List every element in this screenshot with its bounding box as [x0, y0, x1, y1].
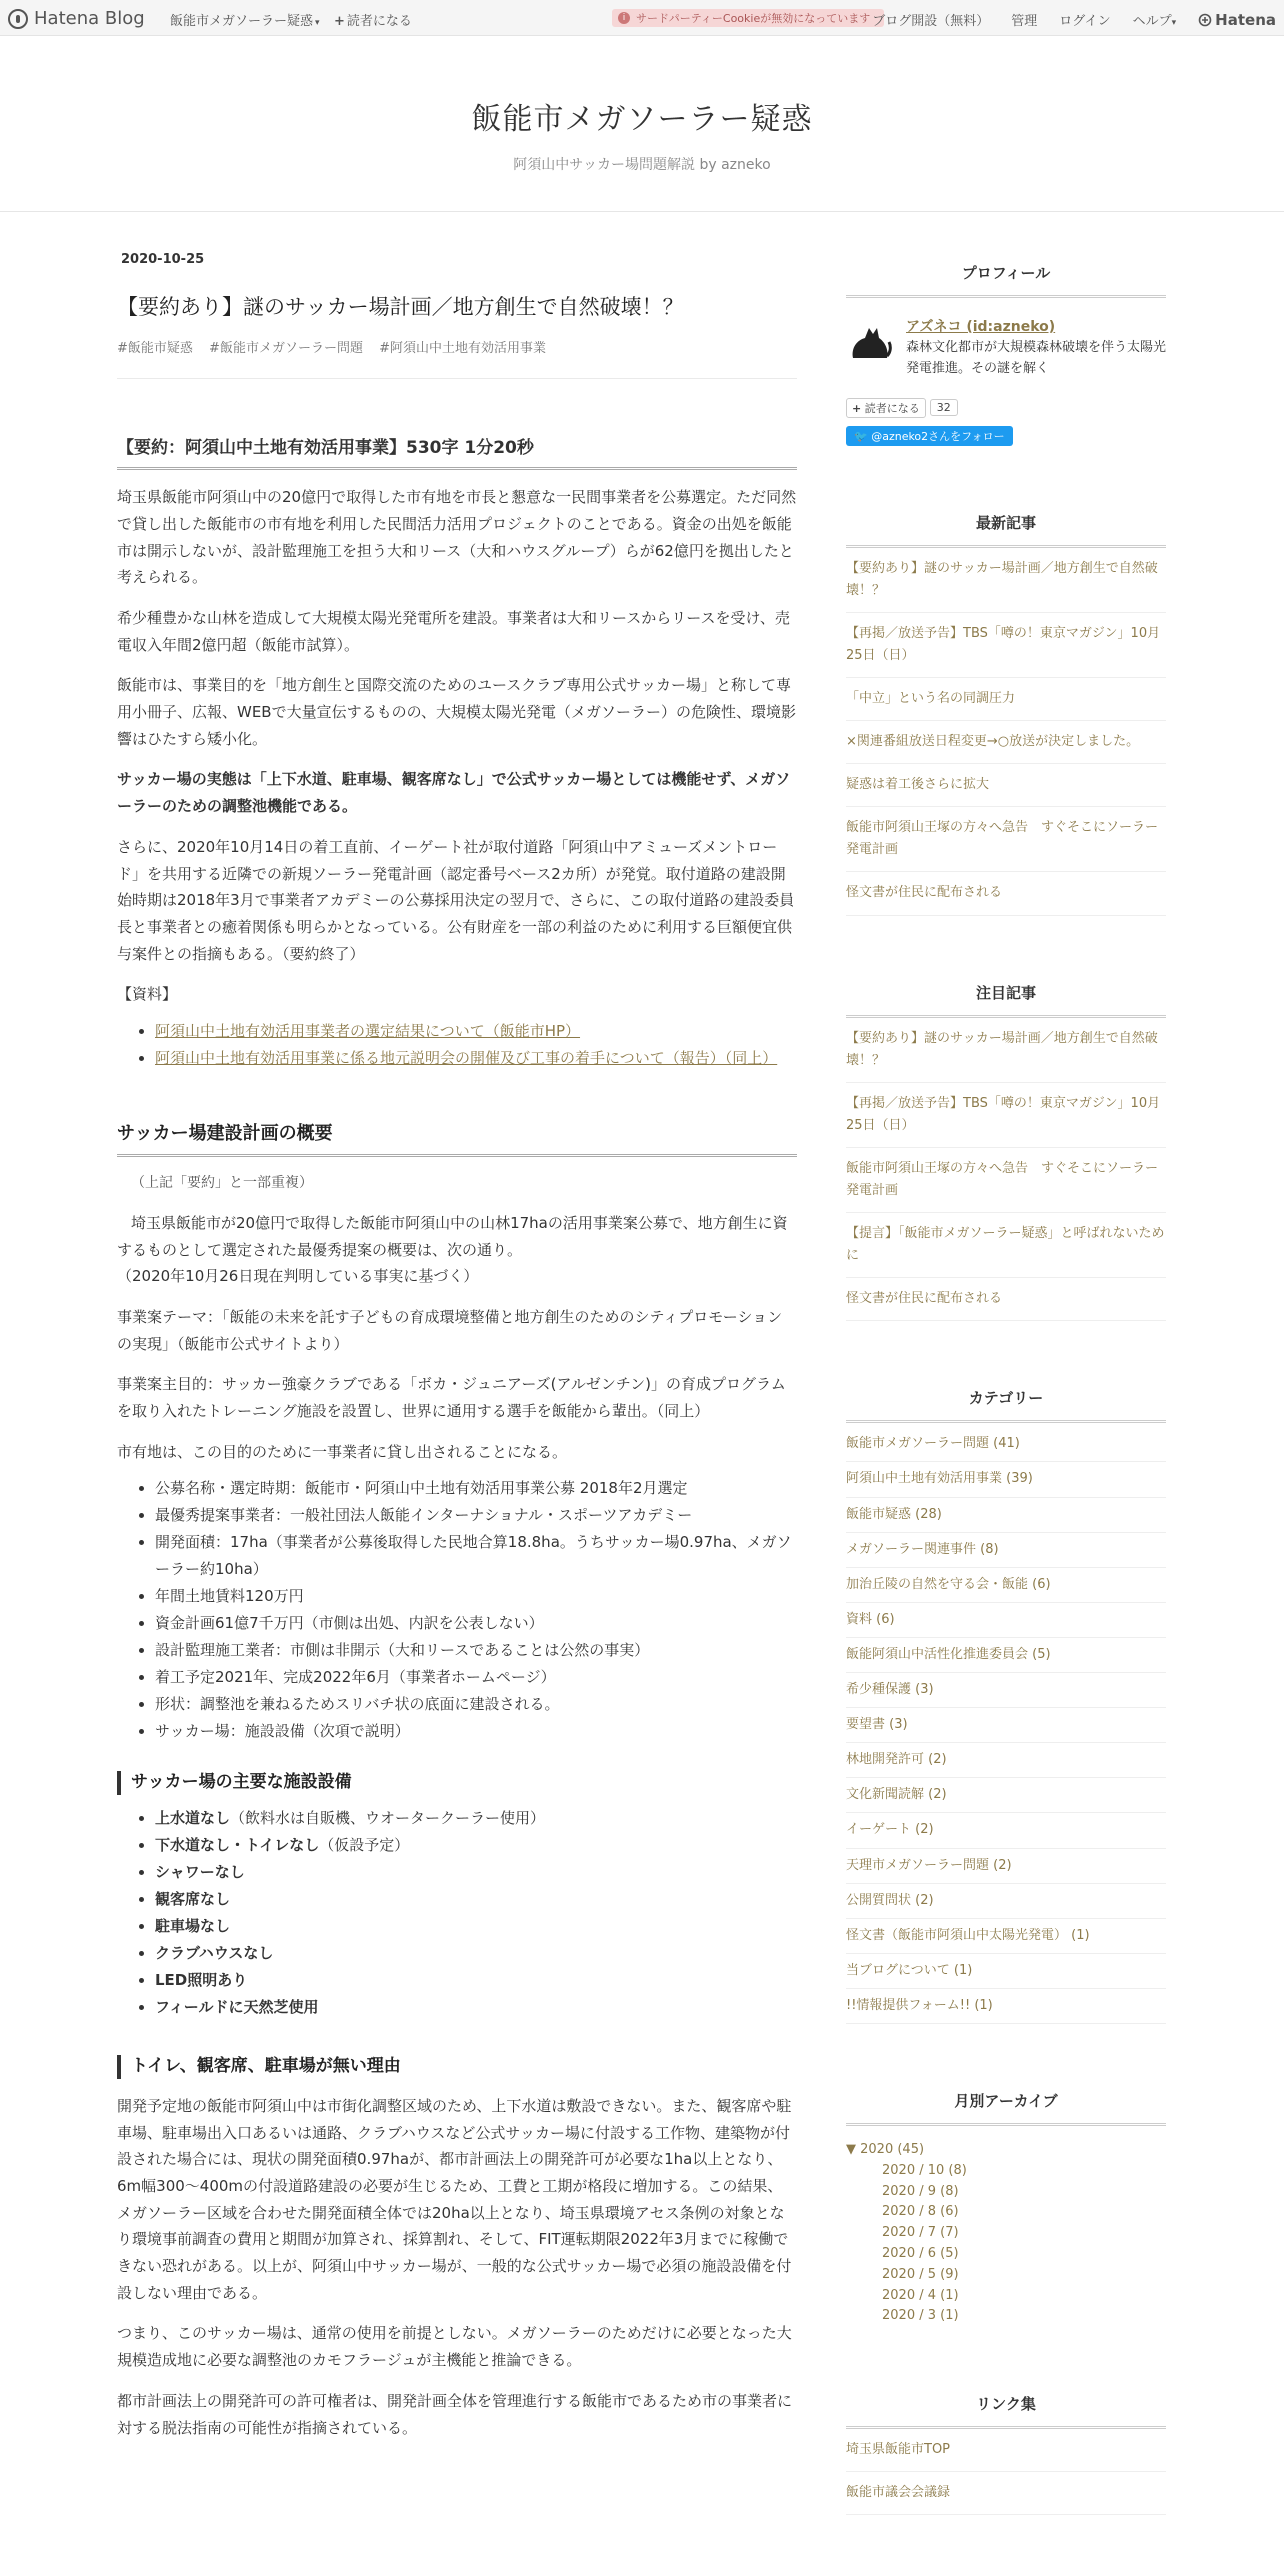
recent-entry-link[interactable]: ×関連番組放送日程変更→○放送が決定しました。	[846, 721, 1166, 764]
nav-admin[interactable]: 管理	[1011, 14, 1038, 29]
section-heading: トイレ、観客席、駐車場が無い理由	[117, 2055, 797, 2079]
list-item: • 公募名称・選定時期：飯能市・阿須山中土地有効活用事業公募 2018年2月選定	[155, 1475, 797, 1502]
list-item: • LED照明あり	[155, 1967, 797, 1994]
list-item: • 観客席なし	[155, 1886, 797, 1913]
list-item: • クラブハウスなし	[155, 1940, 797, 1967]
list-item	[155, 1045, 797, 1072]
paragraph: さらに、2020年10月14日の着工直前、イーゲート社が取付道路「阿須山中アミューズメントロード」を共用する近隣での新規ソーラー発電計画（認定番号ベース2カ所）が発覚。取付道路の建設開始時期は2018年3月で事業者アカデミーの公募採用決定の翌月で、さらに、この取付道路の建設委員長と事業者との癒着関係も明らかとなっている。公有財産を一部の利益のために利用する巨額便宜供与案件との指摘もある。（要約終了）	[117, 837, 795, 963]
materials-list	[117, 1018, 797, 1072]
nav-start-blog[interactable]: ブログ開設（無料）	[872, 14, 990, 29]
tag-link[interactable]: #飯能市疑惑	[117, 341, 193, 356]
list-item: • 下水道なし・トイレなし（仮設予定）	[155, 1832, 797, 1859]
blog-menu-dropdown[interactable]: 飯能市メガソーラー疑惑 ▾	[170, 14, 320, 29]
featured-entry-link[interactable]: 【提言】「飯能市メガソーラー疑惑」と呼ばれないために	[846, 1213, 1166, 1278]
recent-entries-module	[846, 512, 1166, 916]
paragraph-bold: サッカー場の実態は「上下水道、駐車場、観客席なし」で公式サッカー場としては機能せず、メガソーラーのための調整池機能である。	[117, 770, 791, 816]
featured-entry-link[interactable]: 飯能市阿須山王塚の方々へ急告 すぐそこにソーラー発電計画	[846, 1148, 1166, 1213]
featured-entry-link[interactable]: 怪文書が住民に配布される	[846, 1278, 1166, 1321]
recent-entry-link[interactable]: 怪文書が住民に配布される	[846, 872, 1166, 915]
external-link[interactable]: 飯能市議会会議録	[846, 2472, 1166, 2515]
featured-entries-list	[846, 1018, 1166, 1322]
caret-down-icon: ▾	[1171, 18, 1177, 28]
cat-icon	[847, 320, 893, 360]
paragraph: 市有地は、この目的のために一事業者に貸し出されることになる。	[117, 1442, 568, 1461]
categories-list	[846, 1427, 1166, 2024]
archive-year-toggle[interactable]: ▼ 2020 (45)	[846, 2141, 925, 2157]
caret-down-icon: ▾	[315, 18, 320, 28]
paragraph: 事業案主目的：サッカー強豪クラブである「ボカ・ジュニアーズ(アルゼンチン)」の育成プログラムを取り入れたトレーニング施設を設置し、世界に通用する選手を飯能から輩出。（同上）	[117, 1375, 786, 1420]
twitter-follow-button[interactable]: 🐦 @azneko2さんをフォロー	[846, 426, 1013, 446]
profile-card	[846, 316, 1166, 380]
list-item: • フィールドに天然芝使用	[155, 1994, 797, 2021]
category-link[interactable]: 当ブログについて (1)	[846, 1954, 1166, 1989]
global-header	[0, 0, 1284, 36]
category-link[interactable]: 飯能市メガソーラー問題 (41)	[846, 1427, 1166, 1462]
archive-year	[846, 2140, 1166, 2327]
summary-heading: 【要約：阿須山中土地有効活用事業】530字 1分20秒	[117, 433, 797, 470]
section-heading: サッカー場の主要な施設設備	[117, 1771, 797, 1795]
category-link[interactable]: 加治丘陵の自然を守る会・飯能 (6)	[846, 1568, 1166, 1603]
subscribe-button[interactable]: + 読者になる	[846, 398, 926, 418]
category-link[interactable]: 希少種保護 (3)	[846, 1673, 1166, 1708]
paragraph: 開発予定地の飯能市阿須山中は市街化調整区域のため、上下水道は敷設できない。また、観客席や駐車場、駐車場出入口あるいは通路、クラブハウスなど公式サッカー場に付設する工作物、建築物が付設された場合には、現状の開発面積0.97haが、都市計画法上の開発許可が必要な1ha以上となり、6m幅300～400mの付設道路建設の必要が生じるため、工費と工期が格段に増加する。この結果、メガソーラー区域を合わせた開発面積全体では20ha以上となり、埼玉県環境アセス条例の対象となり環境事前調査の費用と期間が加算され、採算割れ、そして、FIT運転期限2022年3月までに稼働できない恐れがある。以上が、阿須山中サッカー場が、一般的な公式サッカー場で必須の施設設備を付設しない理由である。	[117, 2096, 792, 2302]
material-link[interactable]: 阿須山中土地有効活用事業に係る地元説明会の開催及び工事の着手について（報告）（同上）	[155, 1048, 778, 1067]
paragraph: 埼玉県飯能市阿須山中の20億円で取得した市有地を市長と懇意な一民間事業者を公募選定。ただ同然で貸し出した飯能市の市有地を利用した民間活力活用プロジェクトのことである。資金の出処を飯能市は開示しないが、設計監理施工を担う大和リース（大和ハウスグループ）らが62億円を拠出したと考えられる。	[117, 488, 797, 587]
list-item	[155, 1018, 797, 1045]
archive-month-link[interactable]: 2020 / 6 (5)	[882, 2245, 959, 2261]
archive-month-link[interactable]: 2020 / 9 (8)	[882, 2183, 959, 2199]
category-link[interactable]: 要望書 (3)	[846, 1708, 1166, 1743]
recent-entry-link[interactable]: 「中立」という名の同調圧力	[846, 678, 1166, 721]
category-link[interactable]: 飯能阿須山中活性化推進委員会 (5)	[846, 1638, 1166, 1673]
profile-module	[846, 262, 1166, 446]
category-link[interactable]: 飯能市疑惑 (28)	[846, 1498, 1166, 1533]
module-title: 月別アーカイブ	[846, 2090, 1166, 2126]
plus-icon: +	[334, 14, 345, 29]
category-link[interactable]: !!情報提供フォーム!! (1)	[846, 1989, 1166, 2024]
twitter-bird-icon: 🐦	[854, 429, 868, 443]
list-item: • 最優秀提案事業者：一般社団法人飯能インターナショナル・スポーツアカデミー	[155, 1502, 797, 1529]
list-item: • 形状：調整池を兼ねるためスリバチ状の底面に建設される。	[155, 1691, 797, 1718]
module-title: カテゴリー	[846, 1387, 1166, 1423]
paragraph: 埼玉県飯能市が20億円で取得した飯能市阿須山中の山林17haの活用事業案公募で、地方創生に資するものとして選定された最優秀提案の概要は、次の通り。 （2020年10月26日現在判明している事実に基づく）	[117, 1213, 788, 1286]
category-link[interactable]: 怪文書（飯能市阿須山中太陽光発電） (1)	[846, 1919, 1166, 1954]
avatar[interactable]	[846, 316, 894, 364]
category-link[interactable]: 資料 (6)	[846, 1603, 1166, 1638]
blog-title[interactable]: 飯能市メガソーラー疑惑	[471, 102, 813, 137]
category-link[interactable]: 文化新聞読解 (2)	[846, 1778, 1166, 1813]
archive-month-link[interactable]: 2020 / 10 (8)	[882, 2162, 967, 2178]
list-item: • 資金計画61億7千万円（市側は出処、内訳を公表しない）	[155, 1610, 797, 1637]
tag-link[interactable]: #飯能市メガソーラー問題	[209, 341, 363, 356]
overview-list	[117, 1475, 797, 1745]
section-heading: サッカー場建設計画の概要	[117, 1118, 797, 1157]
category-link[interactable]: イーゲート (2)	[846, 1813, 1166, 1848]
entry-content	[117, 433, 797, 2441]
archive-module	[846, 2090, 1166, 2327]
paragraph: 都市計画法上の開発許可の許可権者は、開発計画全体を管理進行する飯能市であるため市の事業者に対する脱法指南の可能性が指摘されている。	[117, 2391, 793, 2437]
module-title: リンク集	[846, 2393, 1166, 2429]
entry-date[interactable]: 2020-10-25	[121, 252, 205, 267]
module-title: 注目記事	[846, 982, 1166, 1018]
nav-help[interactable]: ヘルプ▾	[1132, 14, 1177, 29]
archive-month-link[interactable]: 2020 / 5 (9)	[882, 2266, 959, 2282]
recent-entry-link[interactable]: 飯能市阿須山王塚の方々へ急告 すぐそこにソーラー発電計画	[846, 807, 1166, 872]
category-link[interactable]: 阿須山中土地有効活用事業 (39)	[846, 1462, 1166, 1497]
facility-list	[117, 1805, 797, 2021]
hatena-mark-icon	[1198, 13, 1212, 27]
blog-header	[0, 36, 1284, 212]
list-item: • 年間土地賃料120万円	[155, 1583, 797, 1610]
links-list	[846, 2429, 1166, 2515]
cookie-notice[interactable]: i サードパーティーCookieが無効になっています	[612, 9, 884, 27]
main-column	[117, 252, 797, 2441]
list-item: • サッカー場：施設設備（次項で説明）	[155, 1718, 797, 1745]
subscriber-count[interactable]: 32	[930, 399, 958, 416]
blog-description: 阿須山中サッカー場問題解説 by azneko	[513, 157, 771, 173]
list-item: • 開発面積：17ha（事業者が公募後取得した民地合算18.8ha。うちサッカー場0.97ha、メガソーラー約10ha）	[155, 1529, 797, 1583]
recent-entry-link[interactable]: 【再掲／放送予告】TBS「噂の！東京マガジン」10月25日（日）	[846, 613, 1166, 678]
hatena-logo-icon	[8, 9, 28, 29]
profile-name[interactable]: アズネコ (id:azneko)	[906, 319, 1056, 335]
category-link[interactable]: 公開質問状 (2)	[846, 1884, 1166, 1919]
paragraph: 希少種豊かな山林を造成して大規模太陽光発電所を建設。事業者は大和リースからリースを受け、売電収入年間2億円超（飯能市試算）。	[117, 609, 790, 654]
recent-entry-link[interactable]: 疑惑は着工後さらに拡大	[846, 764, 1166, 807]
paragraph: つまり、このサッカー場は、通常の使用を前提としない。メガソーラーのためだけに必要となった大規模造成地に必要な調整池のカモフラージュが主機能と推論できる。	[117, 2324, 792, 2370]
list-item: • 上水道なし（飲料水は自販機、ウオータークーラー使用）	[155, 1805, 797, 1832]
archive-month-link[interactable]: 2020 / 7 (7)	[882, 2225, 959, 2241]
recent-entries-list	[846, 548, 1166, 916]
list-item: • 駐車場なし	[155, 1913, 797, 1940]
featured-entry-link[interactable]: 【要約あり】謎のサッカー場計画／地方創生で自然破壊！？	[846, 1018, 1166, 1083]
section-note: （上記「要約」と一部重複）	[131, 1174, 313, 1191]
list-item: • 着工予定2021年、完成2022年6月（事業者ホームページ）	[155, 1664, 797, 1691]
paragraph: 事業案テーマ：「飯能の未来を託す子どもの育成環境整備と地方創生のためのシティプロモーションの実現」（飯能市公式サイトより）	[117, 1307, 783, 1353]
list-item: • シャワーなし	[155, 1859, 797, 1886]
list-item: • 設計監理施工業者：市側は非開示（大和リースであることは公然の事実）	[155, 1637, 797, 1664]
category-link[interactable]: 天理市メガソーラー問題 (2)	[846, 1849, 1166, 1884]
material-link[interactable]: 阿須山中土地有効活用事業者の選定結果について（飯能市HP）	[155, 1021, 581, 1040]
materials-label: 【資料】	[117, 985, 178, 1004]
archive-months	[846, 2161, 1166, 2327]
categories-module	[846, 1387, 1166, 2024]
entry-title[interactable]: 【要約あり】謎のサッカー場計画／地方創生で自然破壊！？	[117, 295, 684, 319]
info-icon: i	[618, 12, 630, 24]
global-nav	[872, 10, 1276, 29]
reader-row	[846, 398, 1166, 418]
plus-icon: +	[852, 401, 862, 415]
category-link[interactable]: メガソーラー関連事件 (8)	[846, 1533, 1166, 1568]
archive-month-link[interactable]: 2020 / 3 (1)	[882, 2308, 959, 2324]
module-title: 最新記事	[846, 512, 1166, 548]
subscribe-link[interactable]: + 読者になる	[334, 14, 412, 29]
featured-entry-link[interactable]: 【再掲／放送予告】TBS「噂の！東京マガジン」10月25日（日）	[846, 1083, 1166, 1148]
category-link[interactable]: 林地開発許可 (2)	[846, 1743, 1166, 1778]
sidebar	[846, 262, 1166, 2568]
recent-entry-link[interactable]: 【要約あり】謎のサッカー場計画／地方創生で自然破壊！？	[846, 548, 1166, 613]
module-title: プロフィール	[846, 262, 1166, 298]
archive-month-link[interactable]: 2020 / 4 (1)	[882, 2287, 959, 2303]
external-link[interactable]: 埼玉県飯能市TOP	[846, 2429, 1166, 2472]
links-module	[846, 2393, 1166, 2515]
entry-tags	[117, 337, 797, 379]
archive-month-link[interactable]: 2020 / 8 (6)	[882, 2204, 959, 2220]
hatena-home-link[interactable]: Hatena	[1198, 11, 1276, 29]
profile-description: 森林文化都市が大規模森林破壊を伴う太陽光発電推進。その謎を解く	[906, 340, 1167, 376]
paragraph: 飯能市は、事業目的を「地方創生と国際交流のためのユースクラブ専用公式サッカー場」と称して専用小冊子、広報、WEBで大量宣伝するものの、大規模太陽光発電（メガソーラー）の危険性、環境影響はひたすら矮小化。	[117, 676, 797, 748]
archive-list	[846, 2140, 1166, 2327]
nav-login[interactable]: ログイン	[1059, 14, 1111, 29]
tag-link[interactable]: #阿須山中土地有効活用事業	[379, 341, 546, 356]
hatena-blog-logo[interactable]: Hatena Blog	[8, 8, 145, 29]
featured-entries-module	[846, 982, 1166, 1322]
